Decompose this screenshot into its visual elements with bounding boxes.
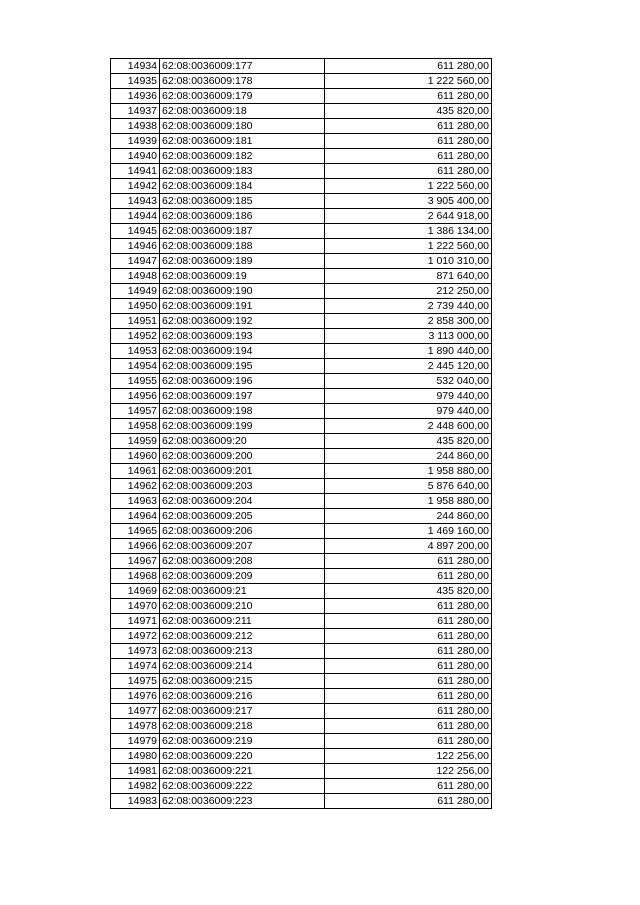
- cadastral-number-cell: 62:08:0036009:196: [160, 374, 325, 389]
- table-row: [111, 464, 492, 479]
- table-row: [111, 134, 492, 149]
- row-number-cell: 14948: [111, 269, 160, 284]
- value-cell: 1 222 560,00: [325, 179, 492, 194]
- cadastral-number-cell: 62:08:0036009:185: [160, 194, 325, 209]
- table-row: [111, 314, 492, 329]
- value-cell: 611 280,00: [325, 89, 492, 104]
- cadastral-number-cell: 62:08:0036009:223: [160, 794, 325, 809]
- cadastral-number-cell: 62:08:0036009:181: [160, 134, 325, 149]
- value-cell: 611 280,00: [325, 734, 492, 749]
- table-row: [111, 329, 492, 344]
- table-row: [111, 554, 492, 569]
- row-number-cell: 14968: [111, 569, 160, 584]
- row-number-cell: 14951: [111, 314, 160, 329]
- cadastral-number-cell: 62:08:0036009:207: [160, 539, 325, 554]
- value-cell: 611 280,00: [325, 704, 492, 719]
- value-cell: 611 280,00: [325, 629, 492, 644]
- row-number-cell: 14953: [111, 344, 160, 359]
- cadastral-number-cell: 62:08:0036009:205: [160, 509, 325, 524]
- value-cell: 611 280,00: [325, 569, 492, 584]
- row-number-cell: 14944: [111, 209, 160, 224]
- value-cell: 122 256,00: [325, 764, 492, 779]
- row-number-cell: 14937: [111, 104, 160, 119]
- value-cell: 435 820,00: [325, 104, 492, 119]
- row-number-cell: 14971: [111, 614, 160, 629]
- row-number-cell: 14950: [111, 299, 160, 314]
- row-number-cell: 14939: [111, 134, 160, 149]
- value-cell: 979 440,00: [325, 404, 492, 419]
- cadastral-number-cell: 62:08:0036009:215: [160, 674, 325, 689]
- row-number-cell: 14961: [111, 464, 160, 479]
- value-cell: 2 739 440,00: [325, 299, 492, 314]
- cadastral-number-cell: 62:08:0036009:198: [160, 404, 325, 419]
- row-number-cell: 14949: [111, 284, 160, 299]
- table-row: [111, 434, 492, 449]
- value-cell: 611 280,00: [325, 794, 492, 809]
- table-row: [111, 764, 492, 779]
- cadastral-number-cell: 62:08:0036009:220: [160, 749, 325, 764]
- row-number-cell: 14936: [111, 89, 160, 104]
- value-cell: 244 860,00: [325, 449, 492, 464]
- row-number-cell: 14972: [111, 629, 160, 644]
- table-row: [111, 569, 492, 584]
- table-row: [111, 404, 492, 419]
- table-row: [111, 59, 492, 74]
- table-row: [111, 74, 492, 89]
- table-row: [111, 584, 492, 599]
- value-cell: 1 222 560,00: [325, 239, 492, 254]
- row-number-cell: 14947: [111, 254, 160, 269]
- table-row: [111, 269, 492, 284]
- cadastral-number-cell: 62:08:0036009:204: [160, 494, 325, 509]
- table-row: [111, 449, 492, 464]
- row-number-cell: 14969: [111, 584, 160, 599]
- value-cell: 2 644 918,00: [325, 209, 492, 224]
- value-cell: 1 890 440,00: [325, 344, 492, 359]
- row-number-cell: 14960: [111, 449, 160, 464]
- value-cell: 611 280,00: [325, 59, 492, 74]
- value-cell: 2 858 300,00: [325, 314, 492, 329]
- row-number-cell: 14957: [111, 404, 160, 419]
- table-row: [111, 794, 492, 809]
- table-row: [111, 734, 492, 749]
- table-row: [111, 599, 492, 614]
- cadastral-number-cell: 62:08:0036009:194: [160, 344, 325, 359]
- cadastral-number-cell: 62:08:0036009:191: [160, 299, 325, 314]
- table-row: [111, 659, 492, 674]
- value-cell: 532 040,00: [325, 374, 492, 389]
- cadastral-number-cell: 62:08:0036009:179: [160, 89, 325, 104]
- row-number-cell: 14941: [111, 164, 160, 179]
- cadastral-number-cell: 62:08:0036009:213: [160, 644, 325, 659]
- value-cell: 122 256,00: [325, 749, 492, 764]
- cadastral-number-cell: 62:08:0036009:192: [160, 314, 325, 329]
- cadastral-number-cell: 62:08:0036009:211: [160, 614, 325, 629]
- value-cell: 1 386 134,00: [325, 224, 492, 239]
- value-cell: 2 448 600,00: [325, 419, 492, 434]
- table-row: [111, 704, 492, 719]
- value-cell: 611 280,00: [325, 149, 492, 164]
- table-row: [111, 779, 492, 794]
- cadastral-number-cell: 62:08:0036009:212: [160, 629, 325, 644]
- row-number-cell: 14967: [111, 554, 160, 569]
- row-number-cell: 14952: [111, 329, 160, 344]
- row-number-cell: 14978: [111, 719, 160, 734]
- table-row: [111, 179, 492, 194]
- table-row: [111, 494, 492, 509]
- value-cell: 435 820,00: [325, 584, 492, 599]
- cadastral-number-cell: 62:08:0036009:221: [160, 764, 325, 779]
- value-cell: 1 958 880,00: [325, 494, 492, 509]
- row-number-cell: 14976: [111, 689, 160, 704]
- table-row: [111, 509, 492, 524]
- table-row: [111, 89, 492, 104]
- table-row: [111, 104, 492, 119]
- table-row: [111, 254, 492, 269]
- table-row: [111, 629, 492, 644]
- row-number-cell: 14966: [111, 539, 160, 554]
- value-cell: 611 280,00: [325, 164, 492, 179]
- value-cell: 611 280,00: [325, 554, 492, 569]
- cadastral-number-cell: 62:08:0036009:184: [160, 179, 325, 194]
- cadastral-number-cell: 62:08:0036009:188: [160, 239, 325, 254]
- table-row: [111, 149, 492, 164]
- row-number-cell: 14964: [111, 509, 160, 524]
- table-row: [111, 614, 492, 629]
- row-number-cell: 14955: [111, 374, 160, 389]
- table-row: [111, 674, 492, 689]
- cadastral-value-table: [110, 58, 492, 809]
- value-cell: 611 280,00: [325, 599, 492, 614]
- table-body: [111, 59, 492, 809]
- row-number-cell: 14934: [111, 59, 160, 74]
- value-cell: 5 876 640,00: [325, 479, 492, 494]
- cadastral-number-cell: 62:08:0036009:19: [160, 269, 325, 284]
- cadastral-number-cell: 62:08:0036009:187: [160, 224, 325, 239]
- row-number-cell: 14938: [111, 119, 160, 134]
- cadastral-number-cell: 62:08:0036009:203: [160, 479, 325, 494]
- cadastral-number-cell: 62:08:0036009:190: [160, 284, 325, 299]
- cadastral-number-cell: 62:08:0036009:209: [160, 569, 325, 584]
- cadastral-number-cell: 62:08:0036009:214: [160, 659, 325, 674]
- row-number-cell: 14975: [111, 674, 160, 689]
- row-number-cell: 14935: [111, 74, 160, 89]
- table-row: [111, 644, 492, 659]
- table-row: [111, 479, 492, 494]
- table-row: [111, 194, 492, 209]
- value-cell: 611 280,00: [325, 659, 492, 674]
- value-cell: 435 820,00: [325, 434, 492, 449]
- table-row: [111, 749, 492, 764]
- row-number-cell: 14974: [111, 659, 160, 674]
- cadastral-number-cell: 62:08:0036009:21: [160, 584, 325, 599]
- value-cell: 611 280,00: [325, 614, 492, 629]
- value-cell: 3 113 000,00: [325, 329, 492, 344]
- row-number-cell: 14942: [111, 179, 160, 194]
- table-row: [111, 359, 492, 374]
- row-number-cell: 14962: [111, 479, 160, 494]
- cadastral-number-cell: 62:08:0036009:182: [160, 149, 325, 164]
- cadastral-number-cell: 62:08:0036009:201: [160, 464, 325, 479]
- value-cell: 1 958 880,00: [325, 464, 492, 479]
- cadastral-number-cell: 62:08:0036009:199: [160, 419, 325, 434]
- row-number-cell: 14945: [111, 224, 160, 239]
- row-number-cell: 14963: [111, 494, 160, 509]
- value-cell: 871 640,00: [325, 269, 492, 284]
- table-row: [111, 344, 492, 359]
- table-row: [111, 689, 492, 704]
- cadastral-number-cell: 62:08:0036009:216: [160, 689, 325, 704]
- value-cell: 1 010 310,00: [325, 254, 492, 269]
- cadastral-number-cell: 62:08:0036009:193: [160, 329, 325, 344]
- cadastral-number-cell: 62:08:0036009:178: [160, 74, 325, 89]
- table-row: [111, 239, 492, 254]
- table-row: [111, 209, 492, 224]
- row-number-cell: 14979: [111, 734, 160, 749]
- cadastral-number-cell: 62:08:0036009:208: [160, 554, 325, 569]
- row-number-cell: 14946: [111, 239, 160, 254]
- row-number-cell: 14981: [111, 764, 160, 779]
- table-row: [111, 539, 492, 554]
- value-cell: 611 280,00: [325, 119, 492, 134]
- value-cell: 244 860,00: [325, 509, 492, 524]
- value-cell: 611 280,00: [325, 689, 492, 704]
- row-number-cell: 14958: [111, 419, 160, 434]
- row-number-cell: 14982: [111, 779, 160, 794]
- table-row: [111, 299, 492, 314]
- row-number-cell: 14973: [111, 644, 160, 659]
- cadastral-number-cell: 62:08:0036009:206: [160, 524, 325, 539]
- row-number-cell: 14977: [111, 704, 160, 719]
- value-cell: 611 280,00: [325, 644, 492, 659]
- cadastral-number-cell: 62:08:0036009:200: [160, 449, 325, 464]
- table-row: [111, 419, 492, 434]
- cadastral-number-cell: 62:08:0036009:177: [160, 59, 325, 74]
- cadastral-number-cell: 62:08:0036009:20: [160, 434, 325, 449]
- row-number-cell: 14970: [111, 599, 160, 614]
- table-row: [111, 164, 492, 179]
- cadastral-number-cell: 62:08:0036009:186: [160, 209, 325, 224]
- value-cell: 611 280,00: [325, 674, 492, 689]
- value-cell: 979 440,00: [325, 389, 492, 404]
- cadastral-number-cell: 62:08:0036009:217: [160, 704, 325, 719]
- cadastral-number-cell: 62:08:0036009:189: [160, 254, 325, 269]
- cadastral-number-cell: 62:08:0036009:222: [160, 779, 325, 794]
- row-number-cell: 14956: [111, 389, 160, 404]
- cadastral-number-cell: 62:08:0036009:183: [160, 164, 325, 179]
- value-cell: 1 222 560,00: [325, 74, 492, 89]
- table-row: [111, 224, 492, 239]
- table-row: [111, 719, 492, 734]
- cadastral-number-cell: 62:08:0036009:180: [160, 119, 325, 134]
- table-row: [111, 284, 492, 299]
- value-cell: 1 469 160,00: [325, 524, 492, 539]
- value-cell: 3 905 400,00: [325, 194, 492, 209]
- row-number-cell: 14954: [111, 359, 160, 374]
- value-cell: 611 280,00: [325, 719, 492, 734]
- table-row: [111, 119, 492, 134]
- row-number-cell: 14980: [111, 749, 160, 764]
- cadastral-number-cell: 62:08:0036009:218: [160, 719, 325, 734]
- cadastral-number-cell: 62:08:0036009:210: [160, 599, 325, 614]
- cadastral-number-cell: 62:08:0036009:219: [160, 734, 325, 749]
- cadastral-number-cell: 62:08:0036009:195: [160, 359, 325, 374]
- cadastral-number-cell: 62:08:0036009:197: [160, 389, 325, 404]
- row-number-cell: 14965: [111, 524, 160, 539]
- row-number-cell: 14940: [111, 149, 160, 164]
- cadastral-number-cell: 62:08:0036009:18: [160, 104, 325, 119]
- value-cell: 611 280,00: [325, 779, 492, 794]
- value-cell: 212 250,00: [325, 284, 492, 299]
- row-number-cell: 14943: [111, 194, 160, 209]
- table-row: [111, 374, 492, 389]
- row-number-cell: 14959: [111, 434, 160, 449]
- table-row: [111, 389, 492, 404]
- value-cell: 2 445 120,00: [325, 359, 492, 374]
- value-cell: 4 897 200,00: [325, 539, 492, 554]
- table-row: [111, 524, 492, 539]
- value-cell: 611 280,00: [325, 134, 492, 149]
- row-number-cell: 14983: [111, 794, 160, 809]
